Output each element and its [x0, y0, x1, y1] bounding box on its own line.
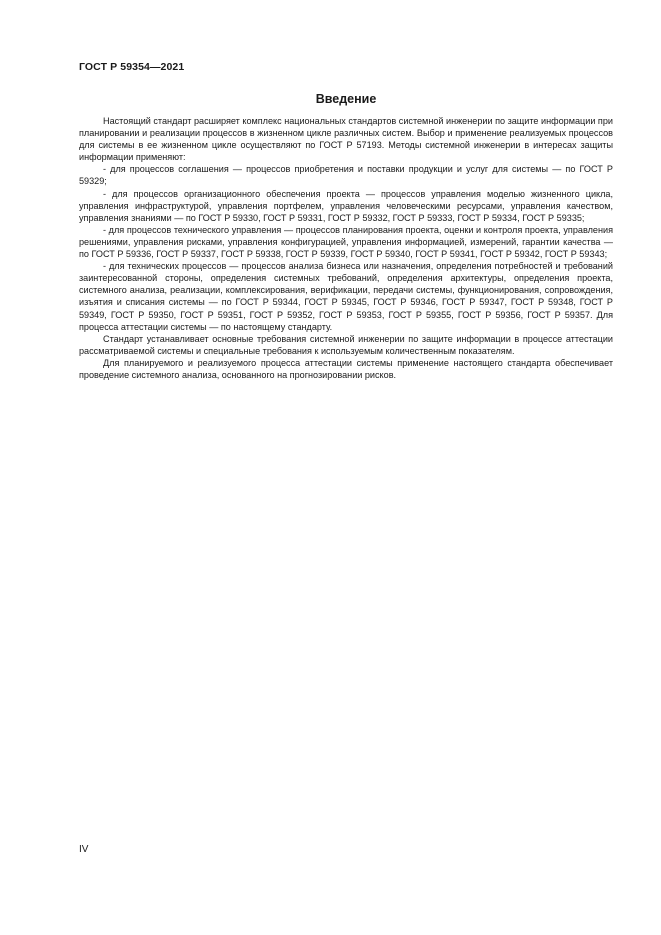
section-title: Введение: [315, 92, 377, 106]
list-item-agreement-processes: - для процессов соглашения — процессов приобретения и поставки продукции и услуг для системы — по ГОСТ Р 59329;: [79, 164, 613, 187]
introduction-body: [79, 115, 613, 381]
list-item-technical-management-processes: - для процессов технического управления — процессов планирования проекта, оценки и контроля проекта, управления решениями, управления рисками, управления конфигурацией, управления информацией, измерений, гарантии качества — по ГОСТ Р 59336, ГОСТ Р 59337, ГОСТ Р 59338, ГОСТ Р 59339, ГОСТ Р 59340, ГОСТ Р 59341, ГОСТ Р 59342, ГОСТ Р 59343;: [79, 224, 613, 260]
paragraph-requirements: Стандарт устанавливает основные требования системной инженерии по защите информации в процессе аттестации рассматриваемой системы и специальные требования к используемым количественным показателям.: [79, 333, 613, 356]
list-item-organizational-processes: - для процессов организационного обеспечения проекта — процессов управления моделью жизненного цикла, управления инфраструктурой, управления портфелем, управления человеческими ресурсами, управления качеством, управления знаниями — по ГОСТ Р 59330, ГОСТ Р 59331, ГОСТ Р 59332, ГОСТ Р 59333, ГОСТ Р 59334, ГОСТ Р 59335;: [79, 188, 613, 223]
page-number: IV: [79, 844, 89, 855]
list-item-technical-processes: - для технических процессов — процессов анализа бизнеса или назначения, определения потребностей и требований заинтересованной стороны, определения системных требований, определения архитектуры, определения проекта, системного анализа, реализации, комплексирования, верификации, передачи системы, функционирования, сопровождения, изъятия и списания системы — по ГОСТ Р 59344, ГОСТ Р 59345, ГОСТ Р 59346, ГОСТ Р 59347, ГОСТ Р 59348, ГОСТ Р 59349, ГОСТ Р 59350, ГОСТ Р 59351, ГОСТ Р 59352, ГОСТ Р 59353, ГОСТ Р 59355, ГОСТ Р 59356, ГОСТ Р 59357. Для процесса аттестации системы — по настоящему стандарту.: [79, 261, 613, 332]
paragraph-system-analysis: Для планируемого и реализуемого процесса аттестации системы применение настоящего стандарта обеспечивает проведение системного анализа, основанного на прогнозировании рисков.: [79, 357, 613, 380]
paragraph-intro: Настоящий стандарт расширяет комплекс национальных стандартов системной инженерии по защите информации при планировании и реализации процессов в жизненном цикле различных систем. Выбор и применение реализуемых процессов для системы в ее жизненном цикле осуществляют по ГОСТ Р 57193. Методы системной инженерии в интересах защиты информации применяют:: [79, 116, 613, 163]
document-code-header: ГОСТ Р 59354—2021: [79, 61, 185, 73]
